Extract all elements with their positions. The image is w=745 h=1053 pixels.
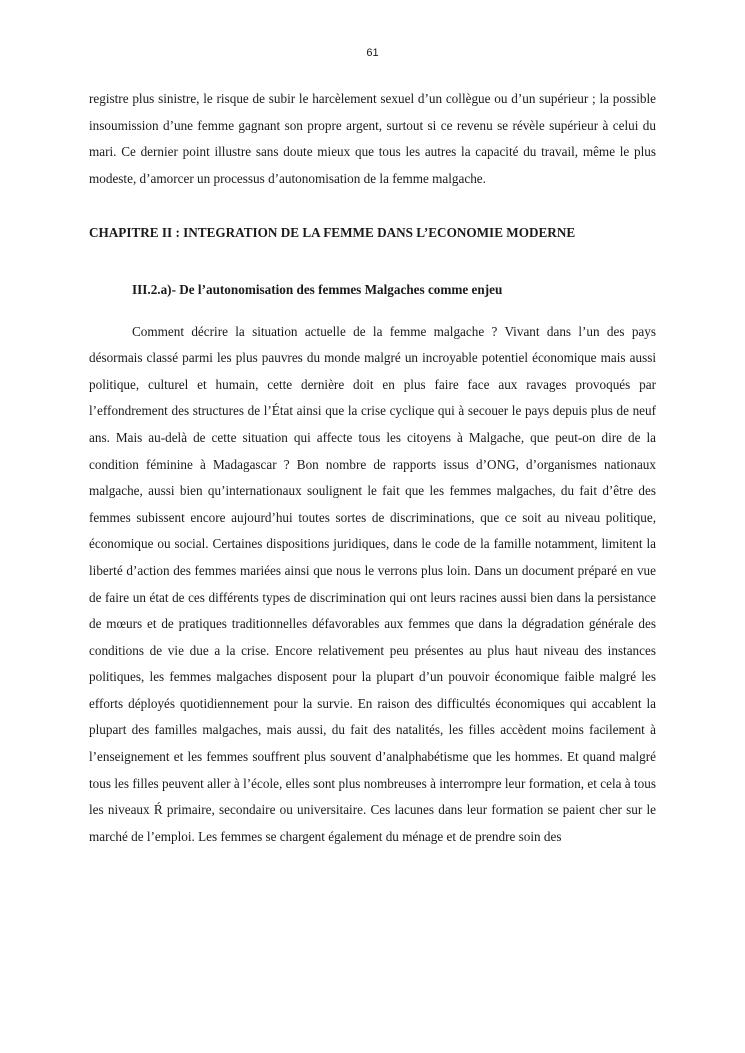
intro-paragraph: registre plus sinistre, le risque de subir le harcèlement sexuel d’un collègue ou d’un supérieur ; la possible insoumission d’une femme gagnant son propre argent, surtout si ce revenu se révèle supérieur à celui du mari. Ce dernier point illustre sans doute mieux que tous les autres la capacité du travail, même le plus modeste, d’amorcer un processus d’autonomisation de la femme malgache. (89, 91, 656, 186)
section-title: III.2.a)- De l’autonomisation des femmes Malgaches comme enjeu (132, 281, 503, 297)
chapter-title: CHAPITRE II : INTEGRATION DE LA FEMME DANS L’ECONOMIE MODERNE (89, 225, 576, 241)
body-paragraph: Comment décrire la situation actuelle de la femme malgache ? Vivant dans l’un des pays désormais classé parmi les plus pauvres du monde malgré un incroyable potentiel économique mais aussi politique, culturel et humain, cette dernière doit en plus faire face aux ravages provoqués par l’effondrement des structures de l’État ainsi que la crise cyclique qui à secouer le pays depuis plus de neuf ans. Mais au-delà de cette situation qui affecte tous les citoyens à Malgache, que peut-on dire de la condition féminine à Madagascar ? Bon nombre de rapports issus d’ONG, d’organismes nationaux malgache, aussi bien qu’internationaux soulignent le fait que les femmes malgaches, du fait d’être des femmes subissent encore aujourd’hui toutes sortes de discriminations, que ce soit au niveau politique, économique ou social. Certaines dispositions juridiques, dans le code de la famille notamment, limitent la liberté d’action des femmes mariées ainsi que nous le verrons plus loin. Dans un document préparé en vue de faire un état de ces différents types de discrimination qui ont leurs racines aussi bien dans la persistance de mœurs et de pratiques traditionnelles défavorables aux femmes que dans la dégradation générale des conditions de vie due a la crise. Encore relativement peu présentes au plus haut niveau des instances politiques, les femmes malgaches disposent pour la plupart d’un pouvoir économique faible malgré les efforts déployés quotidiennement pour la survie. En raison des difficultés économiques qui accablent la plupart des familles malgaches, mais aussi, du fait des natalités, les filles accèdent moins facilement à l’enseignement et les femmes souffrent plus souvent d’analphabétisme que les hommes. Et quand malgré tous les filles peuvent aller à l’école, elles sont plus nombreuses à interrompre leur formation, et cela à tous les niveaux Ŕ primaire, secondaire ou universitaire. Ces lacunes dans leur formation se paient cher sur le marché de l’emploi. Les femmes se chargent également du ménage et de prendre soin des (89, 323, 656, 844)
page-content (89, 86, 656, 850)
section-spacer (89, 304, 656, 319)
page-number: 61 (366, 47, 379, 59)
